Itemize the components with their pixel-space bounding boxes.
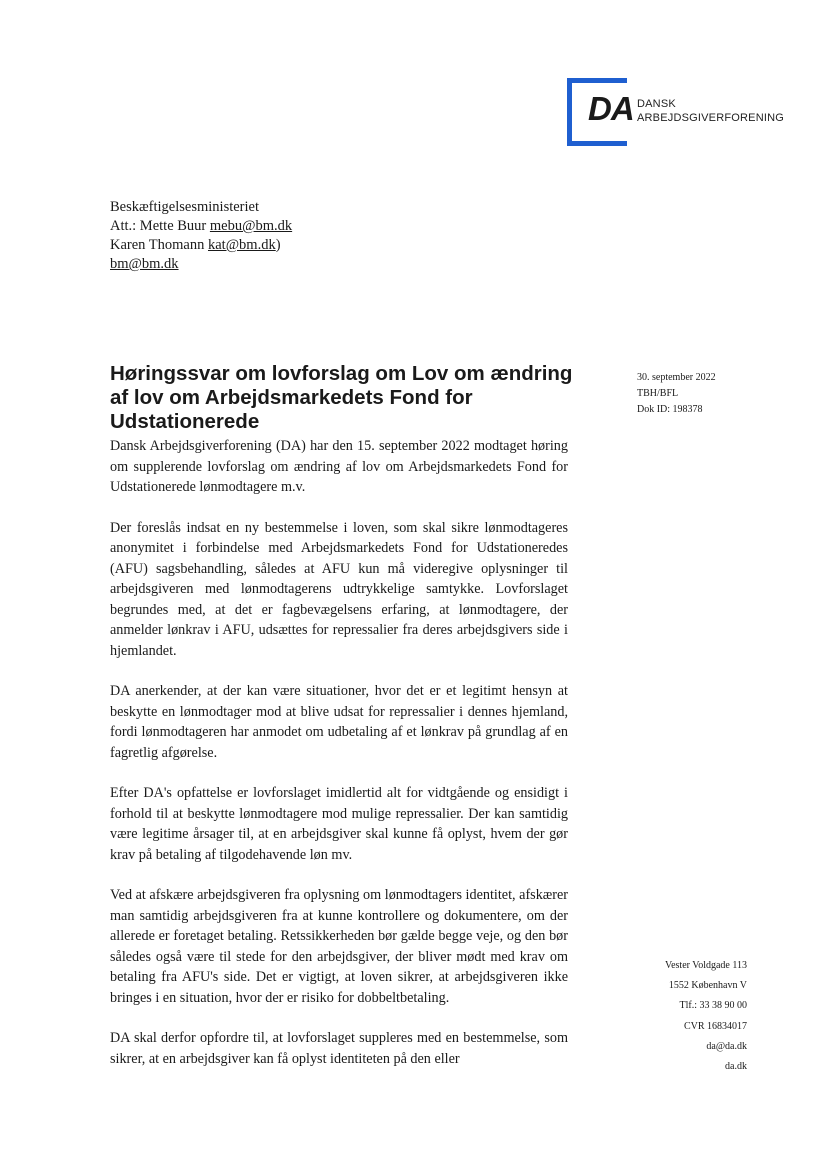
address-phone: Tlf.: 33 38 90 00 bbox=[679, 1000, 747, 1012]
paragraph: Efter DA's opfattelse er lovforslaget imidlertid alt for vidtgående og ensidigt i forhold til at beskytte lønmodtagere mod mulige repressalier. Der kan samtidig være legitime årsager til, at en arbejdsgiver skal kunne få oplyst, hvem der gør krav på betaling af tilgodehavende løn mv. bbox=[110, 785, 568, 863]
paragraph: Ved at afskære arbejdsgiveren fra oplysning om lønmodtagers identitet, afskærer man samtidig arbejdsgiveren fra at kunne kontrollere og dokumentere, om der allerede er foretaget betaling. Retssikkerheden bør gælde begge veje, og den bør således også være til stede for den arbejdsgiver, der bliver mødt med krav om betaling fra AFU's side. Det er vigtigt, at loven sikrer, at arbejdsgiveren ikke bringes i en situation, hvor der er risiko for dobbeltbetaling. bbox=[110, 887, 568, 1006]
recipient-org: Beskæftigelsesministeriet bbox=[110, 199, 260, 215]
sender-address bbox=[600, 956, 747, 1077]
paragraph: Dansk Arbejdsgiverforening (DA) har den 15. september 2022 modtaget høring om supplerende lovforslag om ændring af lov om Arbejdsmarkedets Fond for Udstationerede lønmodtagere m.v. bbox=[110, 438, 568, 495]
address-street: Vester Voldgade 113 bbox=[664, 960, 747, 971]
letter-initials: TBH/BFL bbox=[637, 388, 679, 399]
recipient-email bbox=[110, 255, 292, 274]
address-city: 1552 København V bbox=[668, 980, 747, 992]
address-web: da.dk bbox=[725, 1061, 747, 1073]
paragraph: Der foreslås indsat en ny bestemmelse i loven, som skal sikre lønmodtageres anonymitet i forbindelse med Arbejdsmarkedets Fond for Udstationeredes (AFU) sagsbehandling, således at AFU kun må videregive oplysninger til arbejdsgiveren med lønmodtagerens udtrykkelige samtykke. Lovforslaget begrundes med, at det er fagbevægelsens erfaring, at lønmodtagere, der anmelder lønkrav i AFU, udsættes for repressalier fra deres arbejdsgivers side i hjemlandet. bbox=[110, 519, 568, 659]
paragraph: DA anerkender, at der kan være situationer, hvor det er et legitimt hensyn at beskytte en lønmodtager mod at blive udsat for repressalier i dennes hjemland, fordi lønmodtageren har anmodet om udbetaling af et lønkrav på grundlag af en fagretlig afgørelse. bbox=[110, 683, 568, 761]
letter-date: 30. september 2022 bbox=[637, 372, 716, 383]
att-email-link[interactable]: mebu@bm.dk bbox=[209, 218, 293, 234]
logo-text-line2: ARBEJDSGIVERFORENING bbox=[637, 112, 785, 124]
contact2-email-link[interactable]: kat@bm.dk bbox=[207, 237, 276, 253]
contact2-name: Karen Thomann bbox=[110, 237, 208, 253]
att-name: Att.: Mette Buur bbox=[110, 218, 210, 234]
contact2-suffix: ) bbox=[275, 237, 281, 253]
recipient-att bbox=[110, 217, 292, 236]
logo-text-line1: DANSK bbox=[637, 98, 676, 110]
page-title: Høringssvar om lovforslag om Lov om ændring af lov om Arbejdsmarkedets Fond for Udstationerede bbox=[110, 362, 573, 433]
recipient-email-link[interactable]: bm@bm.dk bbox=[110, 256, 179, 272]
recipient-block bbox=[110, 198, 292, 274]
paragraph: DA skal derfor opfordre til, at lovforslaget suppleres med en bestemmelse, som sikrer, at en arbejdsgiver kan få oplyst identiteten på den eller bbox=[110, 1030, 568, 1067]
recipient-contact2 bbox=[110, 236, 292, 255]
address-email: da@da.dk bbox=[706, 1040, 747, 1052]
logo-mark: DA bbox=[588, 90, 634, 127]
address-cvr: CVR 16834017 bbox=[683, 1020, 747, 1032]
letter-body bbox=[110, 436, 568, 1089]
letter-meta bbox=[637, 370, 716, 418]
da-logo bbox=[567, 78, 785, 148]
letter-dok-id: Dok ID: 198378 bbox=[637, 404, 703, 415]
